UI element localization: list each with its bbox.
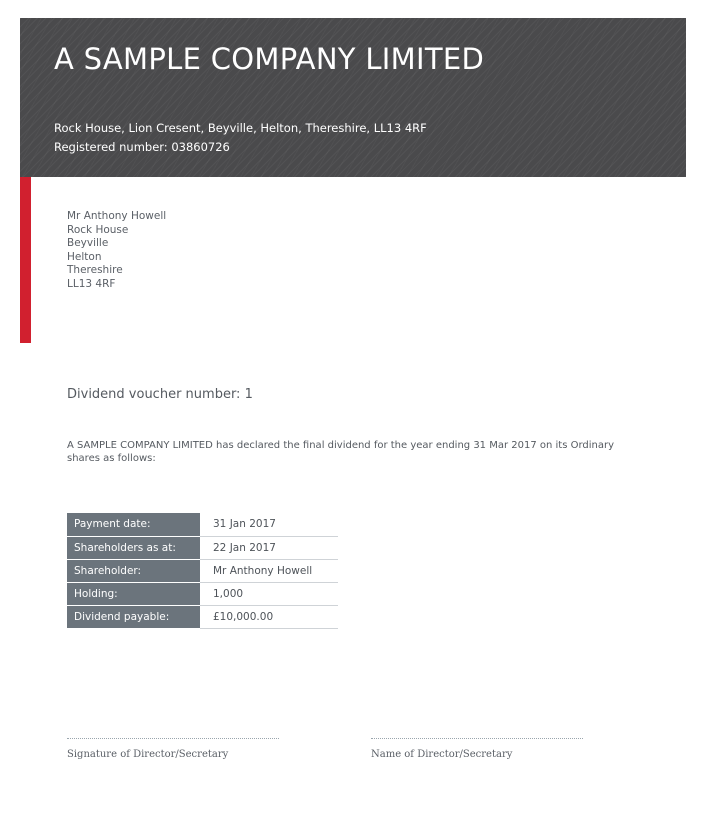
name-line [371,738,583,739]
shareholders-as-at-label: Shareholders as at: [67,536,200,559]
dividend-payable-label: Dividend payable: [67,605,200,628]
address-line: Rock House [67,223,129,236]
dividend-details-table [67,513,338,629]
address-line: Mr Anthony Howell [67,210,167,222]
accent-bar [20,177,31,343]
voucher-title: Dividend voucher number: 1 [67,387,253,402]
shareholder-value: Mr Anthony Howell [200,559,338,582]
payment-date-label: Payment date: [67,513,200,536]
address-line: Beyville [67,237,109,249]
shareholders-as-at-value: 22 Jan 2017 [200,536,338,559]
table-row [67,605,338,628]
address-line: LL13 4RF [67,277,116,290]
address-line: Thereshire [67,264,123,276]
company-name: A SAMPLE COMPANY LIMITED [54,42,485,76]
signature-line [67,738,279,739]
company-header [20,18,686,177]
address-line: Helton [67,250,102,263]
holding-label: Holding: [67,582,200,605]
table-row [67,559,338,582]
table-row [67,536,338,559]
dividend-payable-value: £10,000.00 [200,605,338,628]
name-label: Name of Director/Secretary [371,749,513,760]
shareholder-label: Shareholder: [67,559,200,582]
recipient-address [67,210,166,291]
holding-value: 1,000 [200,582,338,605]
table-row [67,513,338,536]
signature-label: Signature of Director/Secretary [67,749,229,760]
payment-date-value: 31 Jan 2017 [200,513,338,536]
company-address: Rock House, Lion Cresent, Beyville, Helton, Thereshire, LL13 4RF [54,121,427,135]
dividend-declaration: A SAMPLE COMPANY LIMITED has declared the final dividend for the year ending 31 Mar 2017 on its Ordinary shares as follows: [67,440,615,464]
registered-number: Registered number: 03860726 [54,140,230,154]
table-row [67,582,338,605]
